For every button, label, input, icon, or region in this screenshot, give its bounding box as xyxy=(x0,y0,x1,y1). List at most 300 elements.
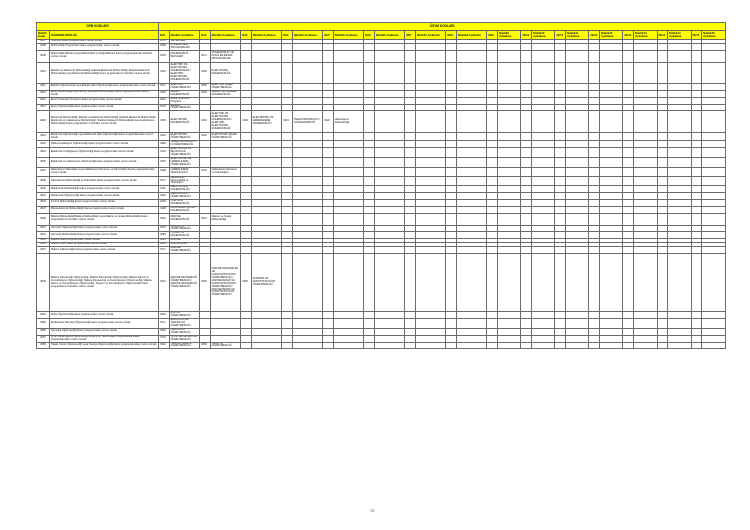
nit-description xyxy=(702,206,726,213)
nit-description xyxy=(292,232,323,239)
nit-code xyxy=(405,43,416,50)
nit-description xyxy=(531,148,554,158)
nit-description xyxy=(333,148,364,158)
nit-description: TELEKOMÜNİKASYON MÜHENDİSLİĞİ xyxy=(292,111,323,133)
nit-description xyxy=(634,254,657,312)
nit-description xyxy=(702,319,726,329)
nit-code xyxy=(200,312,211,319)
nit-description: ELEKTRONİK MÜHENDİSLİĞİ xyxy=(169,111,200,133)
nit-code xyxy=(241,62,252,83)
nit-code xyxy=(323,186,334,193)
nit-code xyxy=(200,225,211,232)
row-code: 4639 xyxy=(37,213,50,225)
nit-code xyxy=(589,62,600,83)
nit-description xyxy=(497,225,520,232)
nit-code xyxy=(282,225,293,232)
nit-code xyxy=(323,225,334,232)
nit-description xyxy=(292,247,323,254)
nit-code xyxy=(446,312,457,319)
nit-code xyxy=(623,193,634,200)
nit-code: 3723 xyxy=(159,335,170,342)
nit-description xyxy=(634,225,657,232)
nit-code xyxy=(657,254,668,312)
nit-description: ENDÜSTRİYEL TEKNOLOJİ ÖĞRETMENLİĞİ xyxy=(169,319,200,329)
nit-code: 3283 xyxy=(159,232,170,239)
nit-description xyxy=(415,83,446,90)
nit-code xyxy=(555,90,566,97)
nit-description xyxy=(251,148,282,158)
nit-description: MÜHENDİSLİK PROGRAMLARI xyxy=(169,43,200,50)
nit-code xyxy=(623,141,634,148)
row-code: 4630 xyxy=(37,186,50,193)
nit-description xyxy=(566,97,589,104)
nit-code: 3233 xyxy=(159,312,170,319)
nit-description xyxy=(566,148,589,158)
nit-code xyxy=(521,141,532,148)
nit-code xyxy=(323,104,334,111)
nit-description: MAKİNE RESSAMLIĞI VE KONSTRÜKSİYONU ÖĞRETMENLİĞİ / MAKİNE RESMİ VE KONSTRÜKSİYONU ÖĞRETMENLİĞİ / MAKİNE RESİM VE KONSTRÜKSİYON ÖĞRETMENLİĞİ xyxy=(210,254,241,312)
nit-description xyxy=(415,319,446,329)
row-description: Telekomünikasyon Öğretmenliği lisans programından mezun olmak. xyxy=(49,141,158,148)
nit-code xyxy=(446,232,457,239)
nit-description xyxy=(600,199,623,206)
col-header: Nit14 xyxy=(657,31,668,40)
nit-code xyxy=(623,83,634,90)
nit-code xyxy=(691,225,702,232)
nit-description xyxy=(531,232,554,239)
nit-code xyxy=(282,335,293,342)
nit-description xyxy=(292,193,323,200)
nit-code xyxy=(487,232,498,239)
row-description: Endüstriyel Teknoloji Öğretmenliği lisans programından mezun olmak. xyxy=(49,319,158,329)
nit-code xyxy=(487,199,498,206)
nit-description xyxy=(374,312,405,319)
nit-description xyxy=(566,213,589,225)
nit-description: Haberleşme Mühendisliği xyxy=(333,111,364,133)
nit-description xyxy=(374,176,405,186)
nit-code: 3276 xyxy=(159,225,170,232)
nit-description xyxy=(668,148,691,158)
nit-description xyxy=(702,167,726,176)
nit-description xyxy=(702,62,726,83)
table-row xyxy=(37,319,726,329)
nit-description xyxy=(415,232,446,239)
nit-code xyxy=(446,193,457,200)
col-header: Nit10 xyxy=(521,31,532,40)
nit-code xyxy=(323,199,334,206)
nit-description xyxy=(634,342,657,349)
nit-code xyxy=(282,104,293,111)
row-description: Talaşlı Üretim Öğretmenliği veya Tesviye Öğretmenliği lisans programlarından mezun olmak. xyxy=(49,342,158,349)
row-code: 4649 xyxy=(37,254,50,312)
nit-code xyxy=(657,186,668,193)
nit-code xyxy=(364,157,375,167)
table-row xyxy=(37,62,726,83)
nit-description xyxy=(374,319,405,329)
nit-code xyxy=(521,247,532,254)
table-row xyxy=(37,199,726,206)
nit-description xyxy=(251,342,282,349)
table-row xyxy=(37,141,726,148)
nit-description xyxy=(497,319,520,329)
nit-description xyxy=(531,50,554,62)
nit-code xyxy=(364,111,375,133)
nit-description xyxy=(374,83,405,90)
nit-code xyxy=(241,225,252,232)
nit-description xyxy=(374,342,405,349)
nit-description xyxy=(251,97,282,104)
row-code: 4642 xyxy=(37,232,50,239)
nit-description xyxy=(415,62,446,83)
nit-description xyxy=(634,199,657,206)
nit-code xyxy=(589,232,600,239)
nit-code xyxy=(657,111,668,133)
nit-description xyxy=(251,328,282,335)
nit-code xyxy=(405,247,416,254)
nit-description xyxy=(292,167,323,176)
nit-code xyxy=(657,83,668,90)
nit-description xyxy=(531,186,554,193)
row-code: 4645 xyxy=(37,243,50,247)
nit-code xyxy=(657,141,668,148)
nit-code xyxy=(241,90,252,97)
nit-code xyxy=(521,225,532,232)
nit-code xyxy=(555,148,566,158)
nit-code xyxy=(364,225,375,232)
nit-description xyxy=(702,328,726,335)
nit-code xyxy=(589,157,600,167)
nit-description: ENERJİ SİSTEMLERİ MÜHENDİSLİĞİ xyxy=(210,90,241,97)
nit-code xyxy=(521,319,532,329)
nit-description xyxy=(600,111,623,133)
nit-code xyxy=(657,193,668,200)
nit-code xyxy=(589,312,600,319)
nit-code xyxy=(623,335,634,342)
nit-description xyxy=(374,232,405,239)
nit-description xyxy=(634,186,657,193)
col-header: Nit2 xyxy=(200,31,211,40)
nit-code xyxy=(657,342,668,349)
nit-description xyxy=(531,328,554,335)
nit-description xyxy=(566,232,589,239)
nit-description xyxy=(634,157,657,167)
nit-description xyxy=(702,342,726,349)
nit-code xyxy=(521,43,532,50)
nit-code xyxy=(446,148,457,158)
nit-description xyxy=(333,157,364,167)
nit-code xyxy=(691,157,702,167)
row-description: Haberleşme Teknolojisi veya Haberleşme Donanım ve Teknolojileri lisans programlarından mezun olmak. xyxy=(49,167,158,176)
nit-code xyxy=(405,62,416,83)
nit-description xyxy=(251,186,282,193)
nit-code xyxy=(691,97,702,104)
nit-description xyxy=(333,43,364,50)
nit-description xyxy=(456,199,487,206)
nit-code xyxy=(323,97,334,104)
nit-code xyxy=(521,62,532,83)
nit-code xyxy=(446,83,457,90)
row-description: Elektronik Öğretmenliği veya Elektronik İşleri Öğretmenliği lisans programlarından mezun olmak. xyxy=(49,133,158,141)
col-header: Nit3 xyxy=(241,31,252,40)
nit-description xyxy=(634,83,657,90)
nit-code xyxy=(446,157,457,167)
nit-code xyxy=(555,176,566,186)
nit-code xyxy=(323,148,334,158)
nit-code xyxy=(282,247,293,254)
row-code: 4643 xyxy=(37,239,50,243)
nit-description xyxy=(210,176,241,186)
nit-code: 3249 xyxy=(159,199,170,206)
nit-description xyxy=(497,62,520,83)
nit-code xyxy=(200,335,211,342)
nit-code xyxy=(691,90,702,97)
col-header: Nitelik6 Açıklama xyxy=(374,31,405,40)
nit-description xyxy=(600,62,623,83)
col-header: Nitelik2 Açıklama xyxy=(210,31,241,40)
nit-description xyxy=(210,141,241,148)
nit-code xyxy=(446,50,457,62)
nit-description xyxy=(415,225,446,232)
nit-code: 3331 xyxy=(282,111,293,133)
nit-code xyxy=(323,62,334,83)
nit-description xyxy=(456,97,487,104)
nit-description xyxy=(456,254,487,312)
col-header: Nit6 xyxy=(364,31,375,40)
nit-description xyxy=(497,111,520,133)
nit-code xyxy=(487,133,498,141)
table-row xyxy=(37,312,726,319)
nit-description xyxy=(251,225,282,232)
nit-description xyxy=(210,312,241,319)
nit-code xyxy=(657,148,668,158)
col-header: Nitelik9 Açıklama xyxy=(497,31,520,40)
nit-description xyxy=(634,206,657,213)
osym-title: ÖSYM KODLARI xyxy=(159,23,726,31)
nit-code xyxy=(282,328,293,335)
nit-description xyxy=(600,148,623,158)
nit-code xyxy=(487,148,498,158)
nit-description xyxy=(292,312,323,319)
nit-code xyxy=(623,186,634,193)
nit-code xyxy=(364,254,375,312)
nit-code xyxy=(623,148,634,158)
row-description: Enerji Sistemleri Programı lisans programından mezun olmak. xyxy=(49,97,158,104)
nit-code: 3373 xyxy=(159,40,170,44)
nit-code xyxy=(323,133,334,141)
nit-code xyxy=(555,335,566,342)
nit-code xyxy=(555,133,566,141)
nit-code xyxy=(364,342,375,349)
nit-description xyxy=(600,141,623,148)
nit-code: 3380 xyxy=(159,141,170,148)
nit-code xyxy=(589,206,600,213)
header-row-top xyxy=(37,23,726,31)
nit-code xyxy=(657,213,668,225)
nit-code xyxy=(323,157,334,167)
row-code: 4611 xyxy=(37,83,50,90)
nit-code xyxy=(405,312,416,319)
nit-code xyxy=(521,328,532,335)
nit-code xyxy=(589,247,600,254)
nit-code xyxy=(323,232,334,239)
nit-code xyxy=(241,141,252,148)
col-ogrenim: ÖĞRENİM NİTELİĞİ xyxy=(49,31,158,40)
nit-code: 3181 xyxy=(200,133,211,141)
nit-code xyxy=(446,43,457,50)
nit-description xyxy=(456,225,487,232)
nit-code xyxy=(200,43,211,50)
nit-description xyxy=(333,232,364,239)
nit-description xyxy=(292,50,323,62)
nit-description xyxy=(456,50,487,62)
nit-description xyxy=(456,213,487,225)
nit-description xyxy=(600,213,623,225)
nit-description xyxy=(497,133,520,141)
nit-code xyxy=(555,186,566,193)
nit-description xyxy=(415,90,446,97)
nit-description xyxy=(251,141,282,148)
nit-description xyxy=(531,247,554,254)
nit-description xyxy=(292,199,323,206)
nit-code xyxy=(623,111,634,133)
nit-description xyxy=(374,97,405,104)
nit-code xyxy=(623,232,634,239)
nit-description xyxy=(668,176,691,186)
nit-description xyxy=(292,90,323,97)
nit-description xyxy=(251,83,282,90)
nit-code xyxy=(555,97,566,104)
nit-description xyxy=(600,342,623,349)
nit-code xyxy=(446,213,457,225)
nit-code xyxy=(241,213,252,225)
nit-description xyxy=(292,83,323,90)
nit-code xyxy=(623,62,634,83)
nit-description: Enerji Sistemleri Programı xyxy=(169,97,200,104)
nit-description xyxy=(415,176,446,186)
nit-description xyxy=(702,111,726,133)
nit-description xyxy=(251,90,282,97)
nit-code xyxy=(405,206,416,213)
nit-description xyxy=(415,133,446,141)
nit-description: Haberleşme Donanım ve Teknolojileri xyxy=(210,167,241,176)
nit-code xyxy=(364,90,375,97)
table-row xyxy=(37,90,726,97)
nit-code xyxy=(405,342,416,349)
nit-description xyxy=(600,133,623,141)
nit-description: MAKİNA (DİK) xyxy=(169,243,200,247)
nit-description xyxy=(374,213,405,225)
nit-code xyxy=(623,225,634,232)
row-code: 4612 xyxy=(37,90,50,97)
nit-code xyxy=(589,167,600,176)
nit-code xyxy=(555,111,566,133)
nit-code xyxy=(405,254,416,312)
nit-description xyxy=(566,186,589,193)
nit-code xyxy=(691,43,702,50)
nit-description xyxy=(210,225,241,232)
nit-code: 3219 xyxy=(200,90,211,97)
nit-description: OTOMOTİV MÜHENDİSLİĞİ xyxy=(169,232,200,239)
nit-description xyxy=(668,50,691,62)
row-description: Makine Mühendisliği/Makina Mühendisliği veya Makine ve İmalat Mühendisliği lisans programlarının birinden mezun olmak. xyxy=(49,213,158,225)
row-code: 4616 xyxy=(37,97,50,104)
nit-description xyxy=(374,133,405,141)
nit-description xyxy=(374,43,405,50)
nit-code xyxy=(555,225,566,232)
nit-code xyxy=(691,111,702,133)
nit-code xyxy=(282,342,293,349)
nit-description xyxy=(415,43,446,50)
nit-description xyxy=(497,312,520,319)
nit-description xyxy=(210,232,241,239)
row-code: 4641 xyxy=(37,225,50,232)
nit-code xyxy=(405,213,416,225)
nit-code xyxy=(282,176,293,186)
nit-code xyxy=(521,199,532,206)
nit-code xyxy=(241,83,252,90)
nit-code xyxy=(200,247,211,254)
nit-code xyxy=(555,319,566,329)
row-code: 4628 xyxy=(37,176,50,186)
nit-description xyxy=(702,225,726,232)
row-description: Kontrol Mühendisliği lisans programından mezun olmak. xyxy=(49,199,158,206)
col-header: Nitelik3 Açıklama xyxy=(251,31,282,40)
nit-code xyxy=(589,141,600,148)
nit-description xyxy=(456,43,487,50)
nit-description xyxy=(374,62,405,83)
col-header: Nit9 xyxy=(487,31,498,40)
nit-description xyxy=(497,50,520,62)
nit-description xyxy=(415,111,446,133)
nit-code: 3165 xyxy=(159,111,170,133)
nit-code xyxy=(623,50,634,62)
nit-description xyxy=(634,141,657,148)
nit-description xyxy=(456,176,487,186)
nit-description xyxy=(566,247,589,254)
nit-description xyxy=(497,157,520,167)
nit-description xyxy=(292,225,323,232)
nit-code xyxy=(623,319,634,329)
nit-code xyxy=(364,206,375,213)
row-code: 4609 xyxy=(37,50,50,62)
nit-code xyxy=(282,90,293,97)
nit-code xyxy=(589,176,600,186)
nit-description xyxy=(292,104,323,111)
nit-description xyxy=(374,90,405,97)
nit-code xyxy=(405,111,416,133)
nit-code: 4277 xyxy=(159,176,170,186)
nit-description: ELEKTRONİK ÖĞRETMENLİĞİ xyxy=(169,133,200,141)
nit-description xyxy=(456,62,487,83)
nit-code xyxy=(364,148,375,158)
nit-description xyxy=(600,186,623,193)
nit-description xyxy=(415,247,446,254)
nit-description xyxy=(566,50,589,62)
nit-description xyxy=(415,104,446,111)
row-description: Mekatronik Mühendisliği lisans programından mezun olmak. xyxy=(49,186,158,193)
nit-code xyxy=(555,141,566,148)
nit-code xyxy=(200,97,211,104)
table-row xyxy=(37,43,726,50)
nit-code: 3223 xyxy=(159,239,170,243)
nit-description xyxy=(600,335,623,342)
nit-code xyxy=(405,133,416,141)
nit-code xyxy=(623,312,634,319)
row-code: 4618 xyxy=(37,111,50,133)
nit-description: ELEKTRONİK VE HABERLEŞME ÖĞRETMENLİĞİ xyxy=(169,157,200,167)
nit-description xyxy=(497,254,520,312)
nit-code xyxy=(487,157,498,167)
